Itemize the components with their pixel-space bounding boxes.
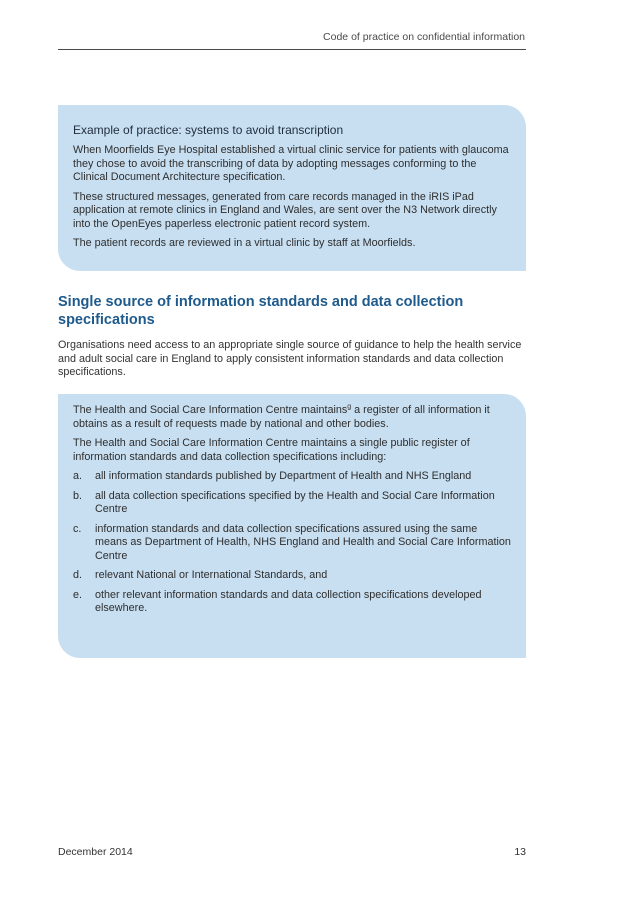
list-item [73, 523, 511, 564]
register-intro-text-cont: a register of all information it obtains as a result of requests made by national and other bodies. [73, 404, 490, 430]
example-of-practice-box [58, 105, 526, 271]
list-marker: d. [73, 569, 83, 581]
example-box-title: Example of practice: systems to avoid transcription [73, 123, 344, 137]
list-item-text: other relevant information standards and data collection specifications developed elsewhere. [95, 588, 482, 614]
example-paragraph-1: When Moorfields Eye Hospital established a virtual clinic service for patients with glaucoma they chose to avoid the transcribing of data by adopting messages conforming to the Clinical Document Architecture specification. [73, 144, 509, 183]
register-intro [73, 404, 511, 431]
footer-date: December 2014 [58, 846, 133, 858]
register-intro-text: The Health and Social Care Information Centre maintains [73, 404, 348, 416]
list-item [73, 470, 511, 484]
section-heading: Single source of information standards and data collection specifications [58, 294, 464, 328]
section-body-text: Organisations need access to an appropriate single source of guidance to help the health service and adult social care in England to apply consistent information standards and data collection specifications. [58, 339, 522, 378]
list-item-text: all data collection specifications specified by the Health and Social Care Information Centre [95, 489, 495, 515]
list-item [73, 569, 511, 583]
list-item-text: all information standards published by Department of Health and NHS England [95, 470, 472, 482]
header-divider [58, 49, 526, 50]
page-number: 13 [514, 846, 526, 858]
list-marker: a. [73, 470, 83, 482]
list-item [73, 490, 511, 517]
list-marker: b. [73, 489, 83, 502]
running-header: Code of practice on confidential information [323, 31, 525, 43]
register-box [58, 394, 526, 658]
footnote-marker: g [347, 403, 352, 411]
list-marker: c. [73, 522, 82, 535]
example-paragraph-3: The patient records are reviewed in a virtual clinic by staff at Moorfields. [73, 237, 416, 249]
list-item-text: information standards and data collection specifications assured using the same means as Department of Health, NHS England and Health and Social Care Information Centre [95, 522, 511, 562]
list-item [73, 589, 511, 616]
register-paragraph: The Health and Social Care Information Centre maintains a single public register of information standards and data collection specifications including: [73, 437, 470, 463]
example-paragraph-2: These structured messages, generated from care records managed in the iRIS iPad application at remote clinics in England and Wales, are sent over the N3 Network directly into the OpenEyes paperless electronic patient record system. [73, 190, 497, 230]
list-item-text: relevant National or International Standards, and [95, 569, 328, 581]
register-list [73, 470, 511, 616]
list-marker: e. [73, 588, 83, 601]
